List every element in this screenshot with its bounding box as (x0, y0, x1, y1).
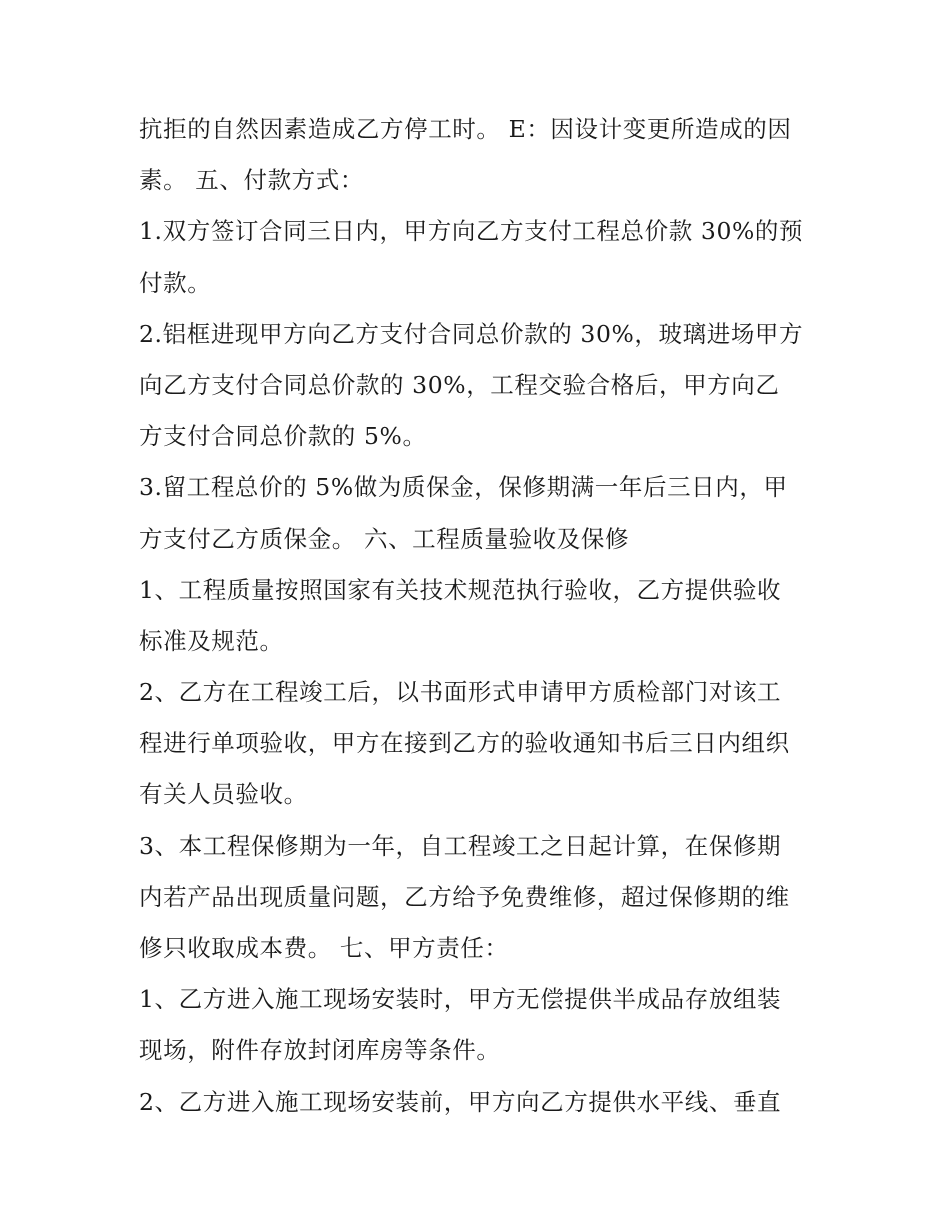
text-line: 现场，附件存放封闭库房等条件。 (139, 1036, 501, 1065)
text-line: 向乙方支付合同总价款的 30%，工程交验合格后，甲方向乙 (139, 370, 780, 399)
text-line: 付款。 (139, 268, 212, 297)
text-line: 2、乙方进入施工现场安装前，甲方向乙方提供水平线、垂直 (139, 1087, 782, 1116)
text-line: 2、乙方在工程竣工后，以书面形式申请甲方质检部门对该工 (139, 678, 782, 707)
text-line: 素。 五、付款方式： (139, 166, 364, 195)
text-line: 1.双方签订合同三日内，甲方向乙方支付工程总价款 30%的预 (139, 217, 804, 246)
text-line: 有关人员验收。 (139, 780, 308, 809)
text-line: 方支付合同总价款的 5%。 (139, 422, 427, 451)
document-body (139, 104, 819, 1128)
text-line: 程进行单项验收，甲方在接到乙方的验收通知书后三日内组织 (139, 729, 790, 758)
text-line: 方支付乙方质保金。 六、工程质量验收及保修 (139, 524, 630, 553)
text-line: 2.铝框进现甲方向乙方支付合同总价款的 30%，玻璃进场甲方 (139, 319, 804, 348)
text-line: 3.留工程总价的 5%做为质保金，保修期满一年后三日内，甲 (139, 473, 788, 502)
text-line: 修只收取成本费。 七、甲方责任： (139, 934, 509, 962)
text-line: 标准及规范。 (139, 626, 284, 655)
text-line: 抗拒的自然因素造成乙方停工时。 E：因设计变更所造成的因 (139, 115, 792, 143)
text-line: 1、工程质量按照国家有关技术规范执行验收，乙方提供验收 (139, 575, 782, 604)
text-line: 内若产品出现质量问题，乙方给予免费维修，超过保修期的维 (139, 882, 790, 911)
text-line: 3、本工程保修期为一年，自工程竣工之日起计算，在保修期 (139, 831, 782, 860)
text-line: 1、乙方进入施工现场安装时，甲方无偿提供半成品存放组装 (139, 985, 782, 1014)
